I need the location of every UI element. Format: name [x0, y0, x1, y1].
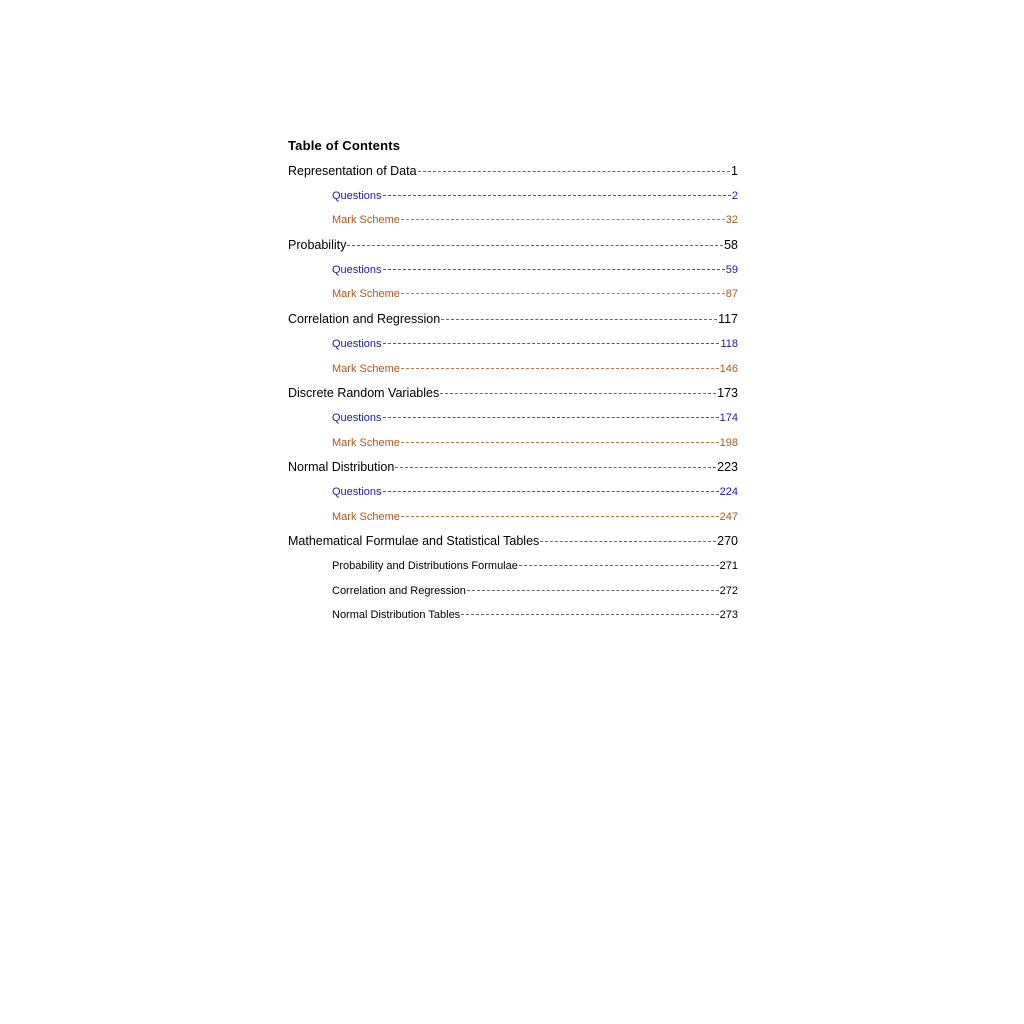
toc-entry-label: Mark Scheme: [332, 362, 400, 375]
toc-section-entry[interactable]: [288, 381, 738, 406]
toc-entry-page-number: 1: [731, 164, 738, 178]
toc-entry-page-number: 146: [719, 362, 738, 375]
toc-dot-leader: [401, 516, 719, 517]
toc-dot-leader: [383, 417, 719, 418]
toc-dot-leader: [383, 195, 731, 196]
toc-subsection-entry[interactable]: [288, 603, 738, 628]
toc-entry-page-number: 118: [720, 337, 738, 350]
toc-entry-label: Probability: [288, 238, 347, 253]
toc-entry-page-number: 273: [719, 609, 738, 622]
toc-dot-leader: [347, 245, 723, 246]
toc-dot-leader: [401, 368, 719, 369]
toc-entry-label: Normal Distribution: [288, 460, 395, 475]
toc-entry-page-number: 198: [719, 436, 738, 449]
toc-entry-label: Probability and Distributions Formulae: [332, 560, 518, 572]
toc-subsection-entry[interactable]: [288, 332, 738, 357]
toc-subsection-entry[interactable]: [288, 505, 738, 530]
toc-entry-page-number: 58: [724, 238, 738, 253]
toc-entry-page-number: 59: [725, 263, 738, 276]
toc-entry-page-number: 223: [717, 460, 738, 475]
toc-entry-label: Correlation and Regression: [332, 584, 466, 597]
toc-subsection-entry[interactable]: [288, 406, 738, 431]
toc-dot-leader: [519, 565, 719, 566]
toc-subsection-entry[interactable]: [288, 184, 738, 209]
toc-dot-leader: [418, 171, 730, 172]
toc-entry-page-number: 87: [725, 288, 738, 301]
toc-entry-page-number: 32: [725, 214, 738, 227]
toc-entry-page-number: 224: [719, 485, 738, 498]
toc-subsection-entry[interactable]: [288, 554, 738, 579]
toc-subsection-entry[interactable]: [288, 282, 738, 307]
toc-dot-leader: [401, 442, 719, 443]
toc-section-entry[interactable]: [288, 455, 738, 480]
toc-section-entry[interactable]: [288, 233, 738, 258]
toc-dot-leader: [401, 293, 725, 294]
toc-dot-leader: [540, 541, 716, 542]
toc-entries: [288, 159, 738, 628]
toc-entry-label: Mark Scheme: [332, 288, 400, 301]
toc-entry-page-number: 173: [717, 386, 738, 401]
toc-entry-label: Discrete Random Variables: [288, 386, 440, 401]
toc-subsection-entry[interactable]: [288, 579, 738, 604]
toc-entry-page-number: 272: [719, 584, 738, 597]
toc-entry-label: Correlation and Regression: [288, 312, 441, 327]
toc-section-entry[interactable]: [288, 307, 738, 332]
toc-entry-label: Questions: [332, 411, 382, 424]
toc-subsection-entry[interactable]: [288, 431, 738, 456]
toc-entry-page-number: 270: [717, 534, 738, 549]
toc-subsection-entry[interactable]: [288, 480, 738, 505]
table-of-contents: [288, 137, 738, 628]
toc-dot-leader: [401, 219, 725, 220]
toc-entry-label: Normal Distribution Tables: [332, 609, 461, 622]
toc-subsection-entry[interactable]: [288, 258, 738, 283]
toc-entry-label: Representation of Data: [288, 164, 417, 178]
toc-entry-label: Mathematical Formulae and Statistical Tables: [288, 534, 540, 549]
toc-entry-label: Questions: [332, 337, 382, 350]
toc-subsection-entry[interactable]: [288, 357, 738, 382]
toc-section-entry[interactable]: [288, 529, 738, 554]
toc-entry-page-number: 117: [718, 312, 738, 327]
toc-dot-leader: [440, 393, 716, 394]
toc-title: Table of Contents: [288, 138, 401, 153]
toc-entry-label: Questions: [332, 263, 382, 276]
toc-dot-leader: [467, 590, 719, 591]
toc-dot-leader: [461, 614, 718, 615]
toc-entry-label: Mark Scheme: [332, 436, 400, 449]
toc-dot-leader: [383, 343, 720, 344]
toc-entry-label: Questions: [332, 485, 382, 498]
toc-entry-page-number: 174: [719, 411, 738, 424]
toc-section-entry[interactable]: [288, 159, 738, 184]
toc-dot-leader: [441, 319, 717, 320]
toc-entry-label: Mark Scheme: [332, 510, 400, 523]
toc-dot-leader: [383, 491, 719, 492]
toc-dot-leader: [383, 269, 725, 270]
toc-entry-page-number: 2: [731, 189, 738, 202]
toc-entry-page-number: 247: [719, 510, 738, 523]
toc-dot-leader: [395, 467, 716, 468]
toc-entry-label: Questions: [332, 189, 382, 202]
toc-subsection-entry[interactable]: [288, 208, 738, 233]
toc-entry-label: Mark Scheme: [332, 214, 400, 227]
toc-entry-page-number: 271: [719, 560, 738, 572]
